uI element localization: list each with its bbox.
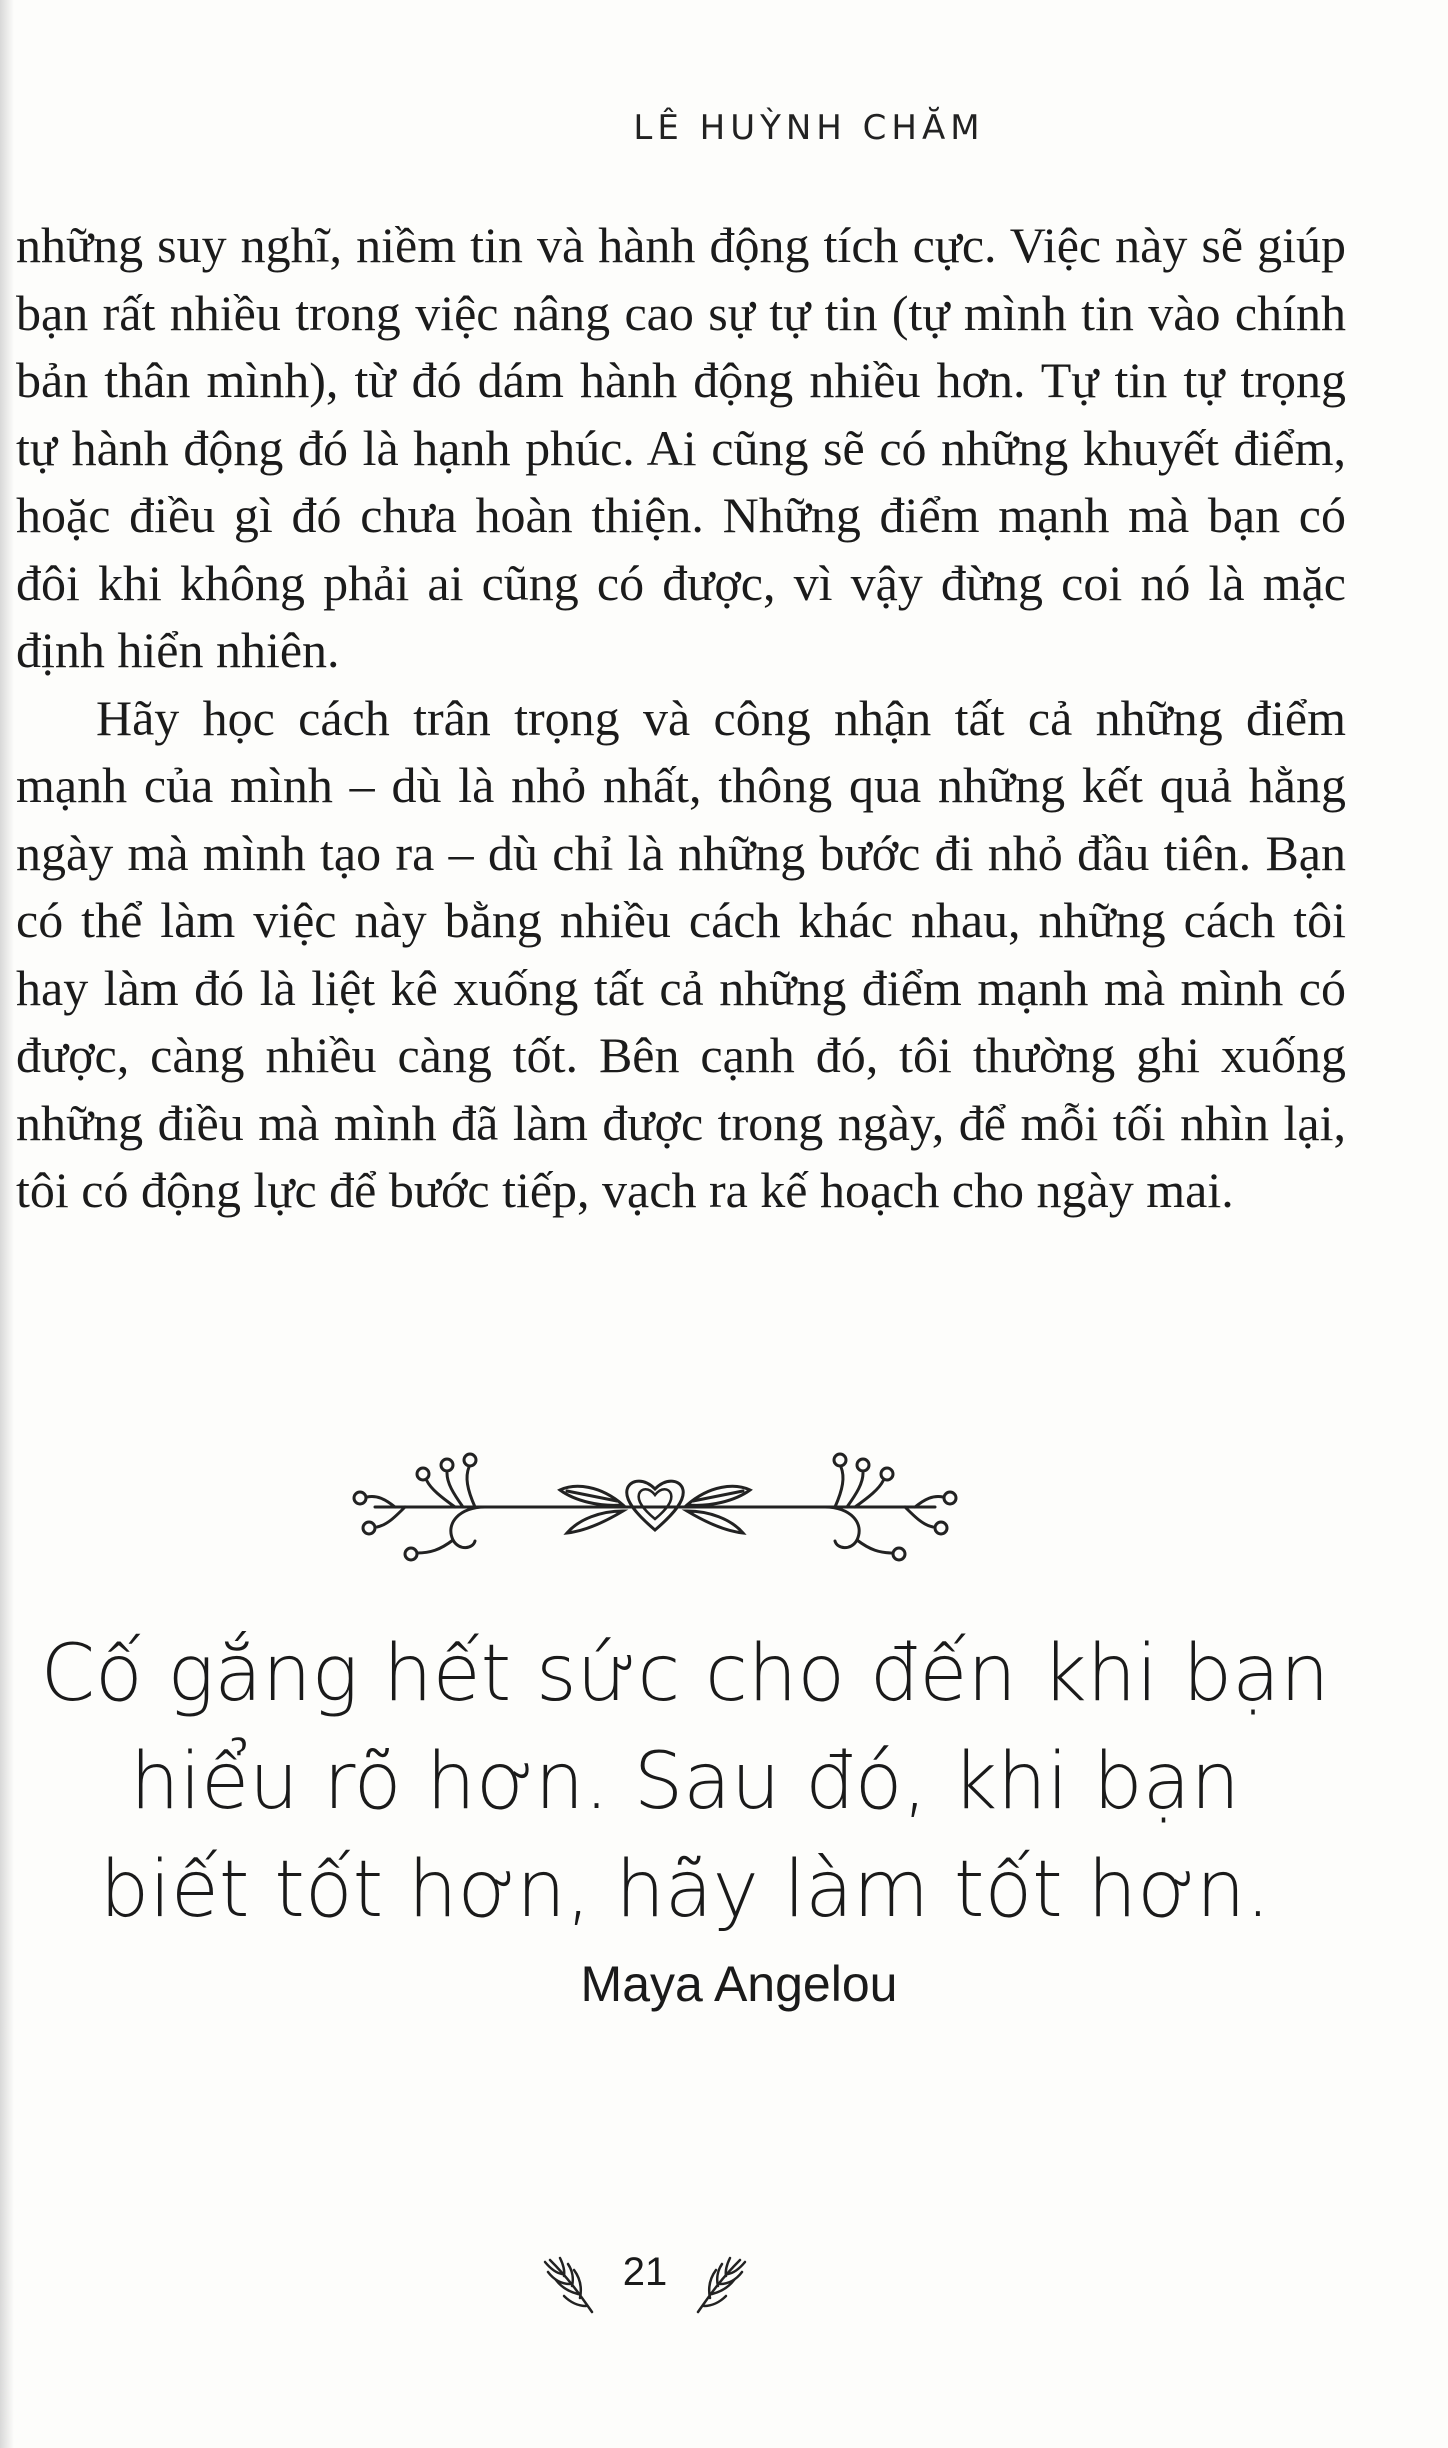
quote-author: Maya Angelou: [580, 1956, 898, 2012]
quote-line: hiểu rõ hơn. Sau đó, khi bạn: [130, 1737, 1240, 1827]
floral-heart-divider-icon: [335, 1445, 975, 1575]
page-footer: [530, 2240, 760, 2320]
paragraph: Hãy học cách trân trọng và công nhận tất cả những điểm mạnh của mình – dù là nhỏ nhất, thông qua những kết quả hằng ngày mà mình tạo ra – dù chỉ là những bước đi nhỏ đầu tiên. Bạn có thể làm việc này bằng nhiều cách khác nhau, những cách tôi hay làm đó là liệt kê xuống tất cả những điểm mạnh mà mình có được, càng nhiều càng tốt. Bên cạnh đó, tôi thường ghi xuống những điều mà mình đã làm được trong ngày, để mỗi tối nhìn lại, tôi có động lực để bước tiếp, vạch ra kế hoạch cho ngày mai.: [16, 689, 1346, 1218]
leaf-sprig-icon: [690, 2240, 760, 2320]
quote-line: biết tốt hơn, hãy làm tốt hơn.: [99, 1845, 1271, 1935]
paragraph: những suy nghĩ, niềm tin và hành động tích cực. Việc này sẽ giúp bạn rất nhiều trong việc nâng cao sự tự tin (tự mình tin vào chính bản thân mình), từ đó dám hành động nhiều hơn. Tự tin tự trọng tự hành động đó là hạnh phúc. Ai cũng sẽ có những khuyết điểm, hoặc điều gì đó chưa hoàn thiện. Những điểm mạnh mà bạn có đôi khi không phải ai cũng có được, vì vậy đừng coi nó là mặc định hiển nhiên.: [16, 217, 1346, 678]
quote-line: Cố gắng hết sức cho đến khi bạn: [40, 1629, 1330, 1719]
page-number: 21: [622, 2250, 668, 2294]
page-binding-shadow: [0, 0, 14, 2448]
pull-quote: [20, 1620, 1350, 1944]
body-text: [16, 212, 1346, 1225]
running-header: LÊ HUỲNH CHĂM: [633, 108, 985, 148]
